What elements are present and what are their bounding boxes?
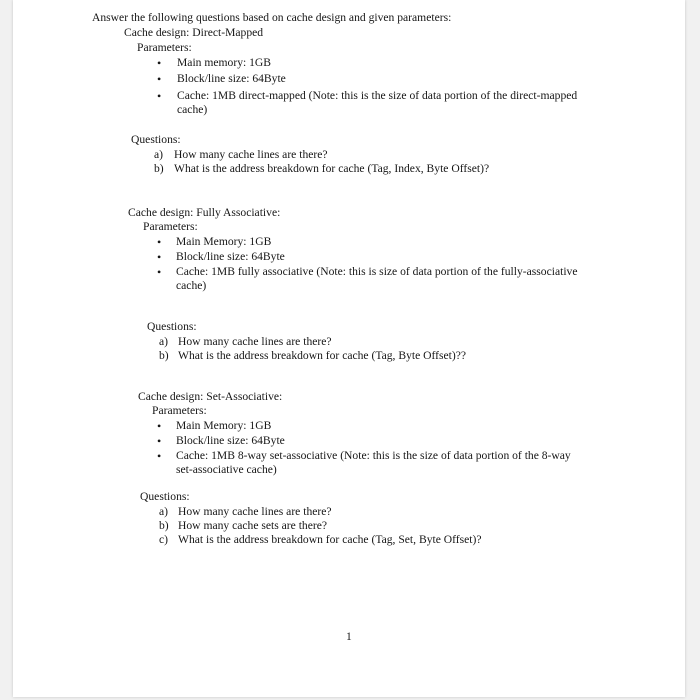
set-params-label: Parameters: bbox=[152, 404, 207, 417]
set-questions-label: Questions: bbox=[140, 490, 190, 503]
direct-param-3-cont: cache) bbox=[177, 103, 208, 116]
page-number: 1 bbox=[346, 630, 352, 643]
set-question-a: How many cache lines are there? bbox=[178, 505, 332, 518]
direct-param-1: Main memory: 1GB bbox=[177, 56, 272, 69]
bullet-icon: • bbox=[157, 265, 162, 279]
bullet-icon: • bbox=[157, 89, 162, 103]
document-page bbox=[13, 0, 685, 697]
bullet-icon: • bbox=[157, 56, 162, 70]
set-param-3: Cache: 1MB 8-way set-associative (Note: this is the size of data portion of the 8-way bbox=[176, 449, 571, 462]
bullet-icon: • bbox=[157, 434, 162, 448]
direct-question-b: What is the address breakdown for cache (Tag, Index, Byte Offset)? bbox=[174, 162, 490, 175]
set-question-b: How many cache sets are there? bbox=[178, 519, 328, 532]
fully-assoc-title: Cache design: Fully Associative: bbox=[128, 206, 281, 219]
fully-param-3: Cache: 1MB fully associative (Note: this is size of data portion of the fully-associative bbox=[176, 265, 578, 278]
fully-param-2: Block/line size: 64Byte bbox=[176, 250, 285, 263]
question-marker: b) bbox=[159, 349, 169, 362]
set-assoc-title: Cache design: Set-Associative: bbox=[138, 390, 283, 403]
set-param-2: Block/line size: 64Byte bbox=[176, 434, 285, 447]
bullet-icon: • bbox=[157, 235, 162, 249]
intro-text: Answer the following questions based on cache design and given parameters: bbox=[92, 11, 452, 24]
question-marker: a) bbox=[159, 505, 169, 518]
fully-question-b: What is the address breakdown for cache (Tag, Byte Offset)?? bbox=[178, 349, 467, 362]
question-marker: b) bbox=[154, 162, 164, 175]
question-marker: a) bbox=[159, 335, 169, 348]
fully-param-1: Main Memory: 1GB bbox=[176, 235, 272, 248]
question-marker: c) bbox=[159, 533, 169, 546]
direct-questions-label: Questions: bbox=[131, 133, 181, 146]
set-param-3-cont: set-associative cache) bbox=[176, 463, 277, 476]
direct-param-2: Block/line size: 64Byte bbox=[177, 72, 286, 85]
bullet-icon: • bbox=[157, 419, 162, 433]
set-question-c: What is the address breakdown for cache (Tag, Set, Byte Offset)? bbox=[178, 533, 482, 546]
set-param-1: Main Memory: 1GB bbox=[176, 419, 272, 432]
fully-params-label: Parameters: bbox=[143, 220, 198, 233]
fully-questions-label: Questions: bbox=[147, 320, 197, 333]
question-marker: a) bbox=[154, 148, 164, 161]
fully-question-a: How many cache lines are there? bbox=[178, 335, 332, 348]
direct-params-label: Parameters: bbox=[137, 41, 192, 54]
bullet-icon: • bbox=[157, 72, 162, 86]
question-marker: b) bbox=[159, 519, 169, 532]
bullet-icon: • bbox=[157, 250, 162, 264]
bullet-icon: • bbox=[157, 449, 162, 463]
direct-param-3: Cache: 1MB direct-mapped (Note: this is the size of data portion of the direct-mapped bbox=[177, 89, 578, 102]
fully-param-3-cont: cache) bbox=[176, 279, 207, 292]
direct-question-a: How many cache lines are there? bbox=[174, 148, 328, 161]
direct-mapped-title: Cache design: Direct-Mapped bbox=[124, 26, 264, 39]
